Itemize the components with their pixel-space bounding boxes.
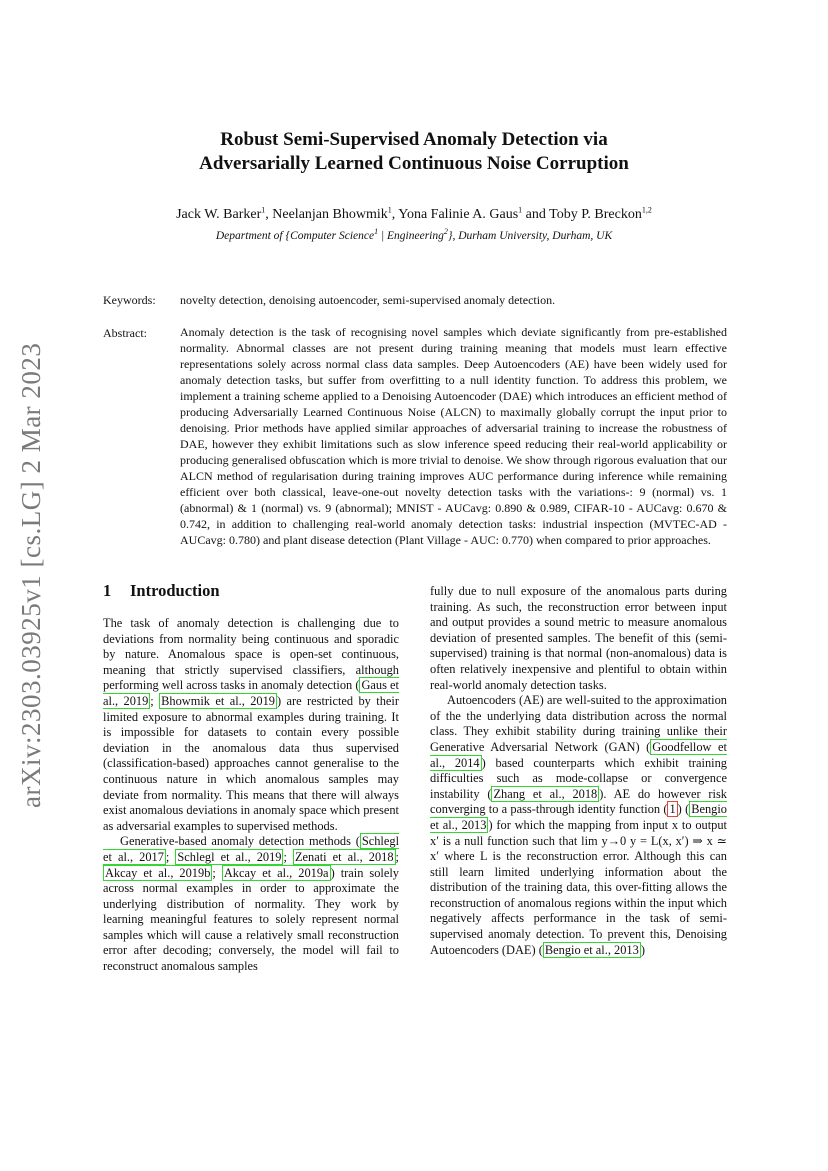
author-list: Jack W. Barker$^1$, Neelanjan Bhowmik$^1$, Yona Falinie A. Gaus$^1$ and Toby P. Breckon$^{1,2}$	[176, 205, 652, 222]
citation-link[interactable]: Zenati et al., 2018	[294, 849, 394, 864]
section-title: Introduction	[130, 581, 220, 600]
citation-link[interactable]: Schlegl et al., 2019	[177, 849, 282, 864]
author-sup: 1,2	[641, 205, 652, 215]
citation-link[interactable]: Bengio et al., 2013	[430, 802, 727, 832]
citation-link[interactable]: Akcay et al., 2019b	[105, 865, 211, 880]
column-right	[430, 584, 727, 958]
author-name: Toby P. Breckon	[549, 207, 642, 222]
affil-suffix: }, Durham University, Durham, UK	[447, 230, 613, 242]
author-sup: 1	[261, 205, 266, 215]
paper-title	[0, 128, 828, 176]
abstract-text: Anomaly detection is the task of recognising novel samples which deviate significantly from pre-established normality. Abnormal classes are not present during training meaning that models must learn effective representations solely across normal class data samples. Deep Autoencoders (AE) have been widely used for anomaly detection tasks, but suffer from overfitting to a null identity function. To address this problem, we implement a training scheme applied to a Denoising Autoencoder (DAE) which introduces an efficient method of producing Adversarially Learned Continuous Noise (ALCN) to maximally globally corrupt the input prior to denoising. Prior methods have applied similar approaches of adversarial training to increase the robustness of DAE, however they exhibit limitations such as slow inference speed reducing their real-world applicability or producing generalised obfuscation which is more trivial to denoise. We show through rigorous evaluation that our ALCN method of regularisation during training improves AUC performance during inference while remaining efficient over both classical, leave-one-out novelty detection tasks with the variations-: 9 (normal) vs. 1 (abnormal) & 1 (normal) vs. 9 (abnormal); MNIST - AUCavg: 0.890 & 0.989, CIFAR-10 - AUCavg: 0.670 & 0.742, in addition to challenging real-world anomaly detection tasks: industrial inspection (MVTEC-AD - AUCavg: 0.780) and plant disease detection (Plant Village - AUC: 0.770) when compared to prior approaches.	[180, 325, 727, 547]
affil-sep: |	[378, 230, 388, 242]
author-name: Neelanjan Bhowmik	[272, 207, 388, 222]
paragraph: Autoencoders (AE) are well-suited to the approximation of the the underlying data distribution across the normal class. They exhibit stability during training unlike their Generative Adversarial Network (GAN) ( Goodfellow et al., 2014 ) based counterparts which exhibit training difficulties such as mode-collapse or convergence instability ( Zhang et al., 2018 ). AE do however risk converging to a pass-through identity function ( 1 ) ( Bengio et al., 2013 ) for which the mapping from input x to output x′ is a null function such that lim y→0 y = L(x, x′) ⇒ x ≃ x′ where L is the reconstruction error. Although this can still learn limited underlying information about the distribution of the training data, this over-fitting allows the reconstruction of anomalous regions within the input which negatively affects performance in the task of semi-supervised anomaly detection. To prevent this, Denoising Autoencoders (DAE) ( Bengio et al., 2013 )	[430, 693, 727, 957]
abstract-label: Abstract:	[103, 326, 147, 340]
affil-dept-1: Computer Science	[290, 230, 375, 242]
paragraph: The task of anomaly detection is challenging due to deviations from normality being continuous and sporadic by nature. Anomalous space is open-set continuous, meaning that strictly supervised classifiers, although performing well across tasks in anomaly detection ( Gaus et al., 2019 ; Bhowmik et al., 2019 ) are restricted by their limited exposure to abnormal examples during training. It is impossible for datasets to contain every possible deviation in the anomalous data thus supervised (classification-based) approaches cannot generalise to the continuous nature in which anomalous samples may deviate from normality. This means that there will always exist anomalous deviations in anomaly space which present as adversarial examples to supervised methods.	[103, 616, 399, 833]
paragraph: Generative-based anomaly detection methods ( Schlegl et al., 2017 ; Schlegl et al., 2019 ; Zenati et al., 2018 ; Akcay et al., 2019b ; Akcay et al., 2019a ) train solely across normal examples in order to approximate the underlying distribution of normality. They work by learning meaningful features to solely represent normal samples which will cause a relatively small reconstruction error after decoding; conversely, the model will fail to reconstruct anomalous samples	[103, 834, 400, 974]
keywords-text: novelty detection, denoising autoencoder, semi-supervised anomaly detection.	[180, 293, 556, 307]
author-name: Yona Falinie A. Gaus	[398, 207, 519, 222]
section-number: 1	[103, 581, 112, 600]
citation-link[interactable]: Zhang et al., 2018	[493, 786, 598, 801]
affiliation: Department of {Computer Science$^1$ | Engineering$^2$}, Durham University, Durham, UK	[215, 227, 613, 242]
citation-link[interactable]: Akcay et al., 2019a	[223, 865, 329, 880]
equation-link[interactable]: 1	[669, 802, 676, 817]
author-name: Jack W. Barker	[176, 207, 262, 222]
title-line-2: Adversarially Learned Continuous Noise Corruption	[199, 153, 629, 174]
affil-prefix: Department of {	[215, 230, 291, 242]
citation-link[interactable]: Bhowmik et al., 2019	[161, 693, 275, 708]
paragraph: fully due to null exposure of the anomalous parts during training. As such, the reconstruction error between input and output provides a sound metric to measure anomalous deviation of presented samples. The benefit of this (semi-supervised) training is that normal (non-anomalous) data is often relatively inexpensive and plentiful to obtain within real-world anomaly detection tasks.	[430, 584, 727, 692]
column-left	[103, 616, 399, 975]
keywords-label: Keywords:	[103, 293, 156, 307]
author-sup: 1	[518, 205, 523, 215]
section-heading	[103, 581, 220, 601]
arxiv-identifier: arXiv:2303.03925v1 [cs.LG] 2 Mar 2023	[16, 342, 46, 808]
title-line-1: Robust Semi-Supervised Anomaly Detection via	[220, 129, 608, 150]
citation-link[interactable]: Bengio et al., 2013	[544, 942, 639, 957]
citation-link[interactable]: Gaus et al., 2019	[103, 678, 399, 708]
affil-dept-2: Engineering	[387, 230, 444, 242]
citation-link[interactable]: Goodfellow et al., 2014	[430, 739, 727, 770]
author-sup: 1	[387, 205, 392, 215]
citation-link[interactable]: Schlegl et al., 2017	[103, 834, 400, 864]
